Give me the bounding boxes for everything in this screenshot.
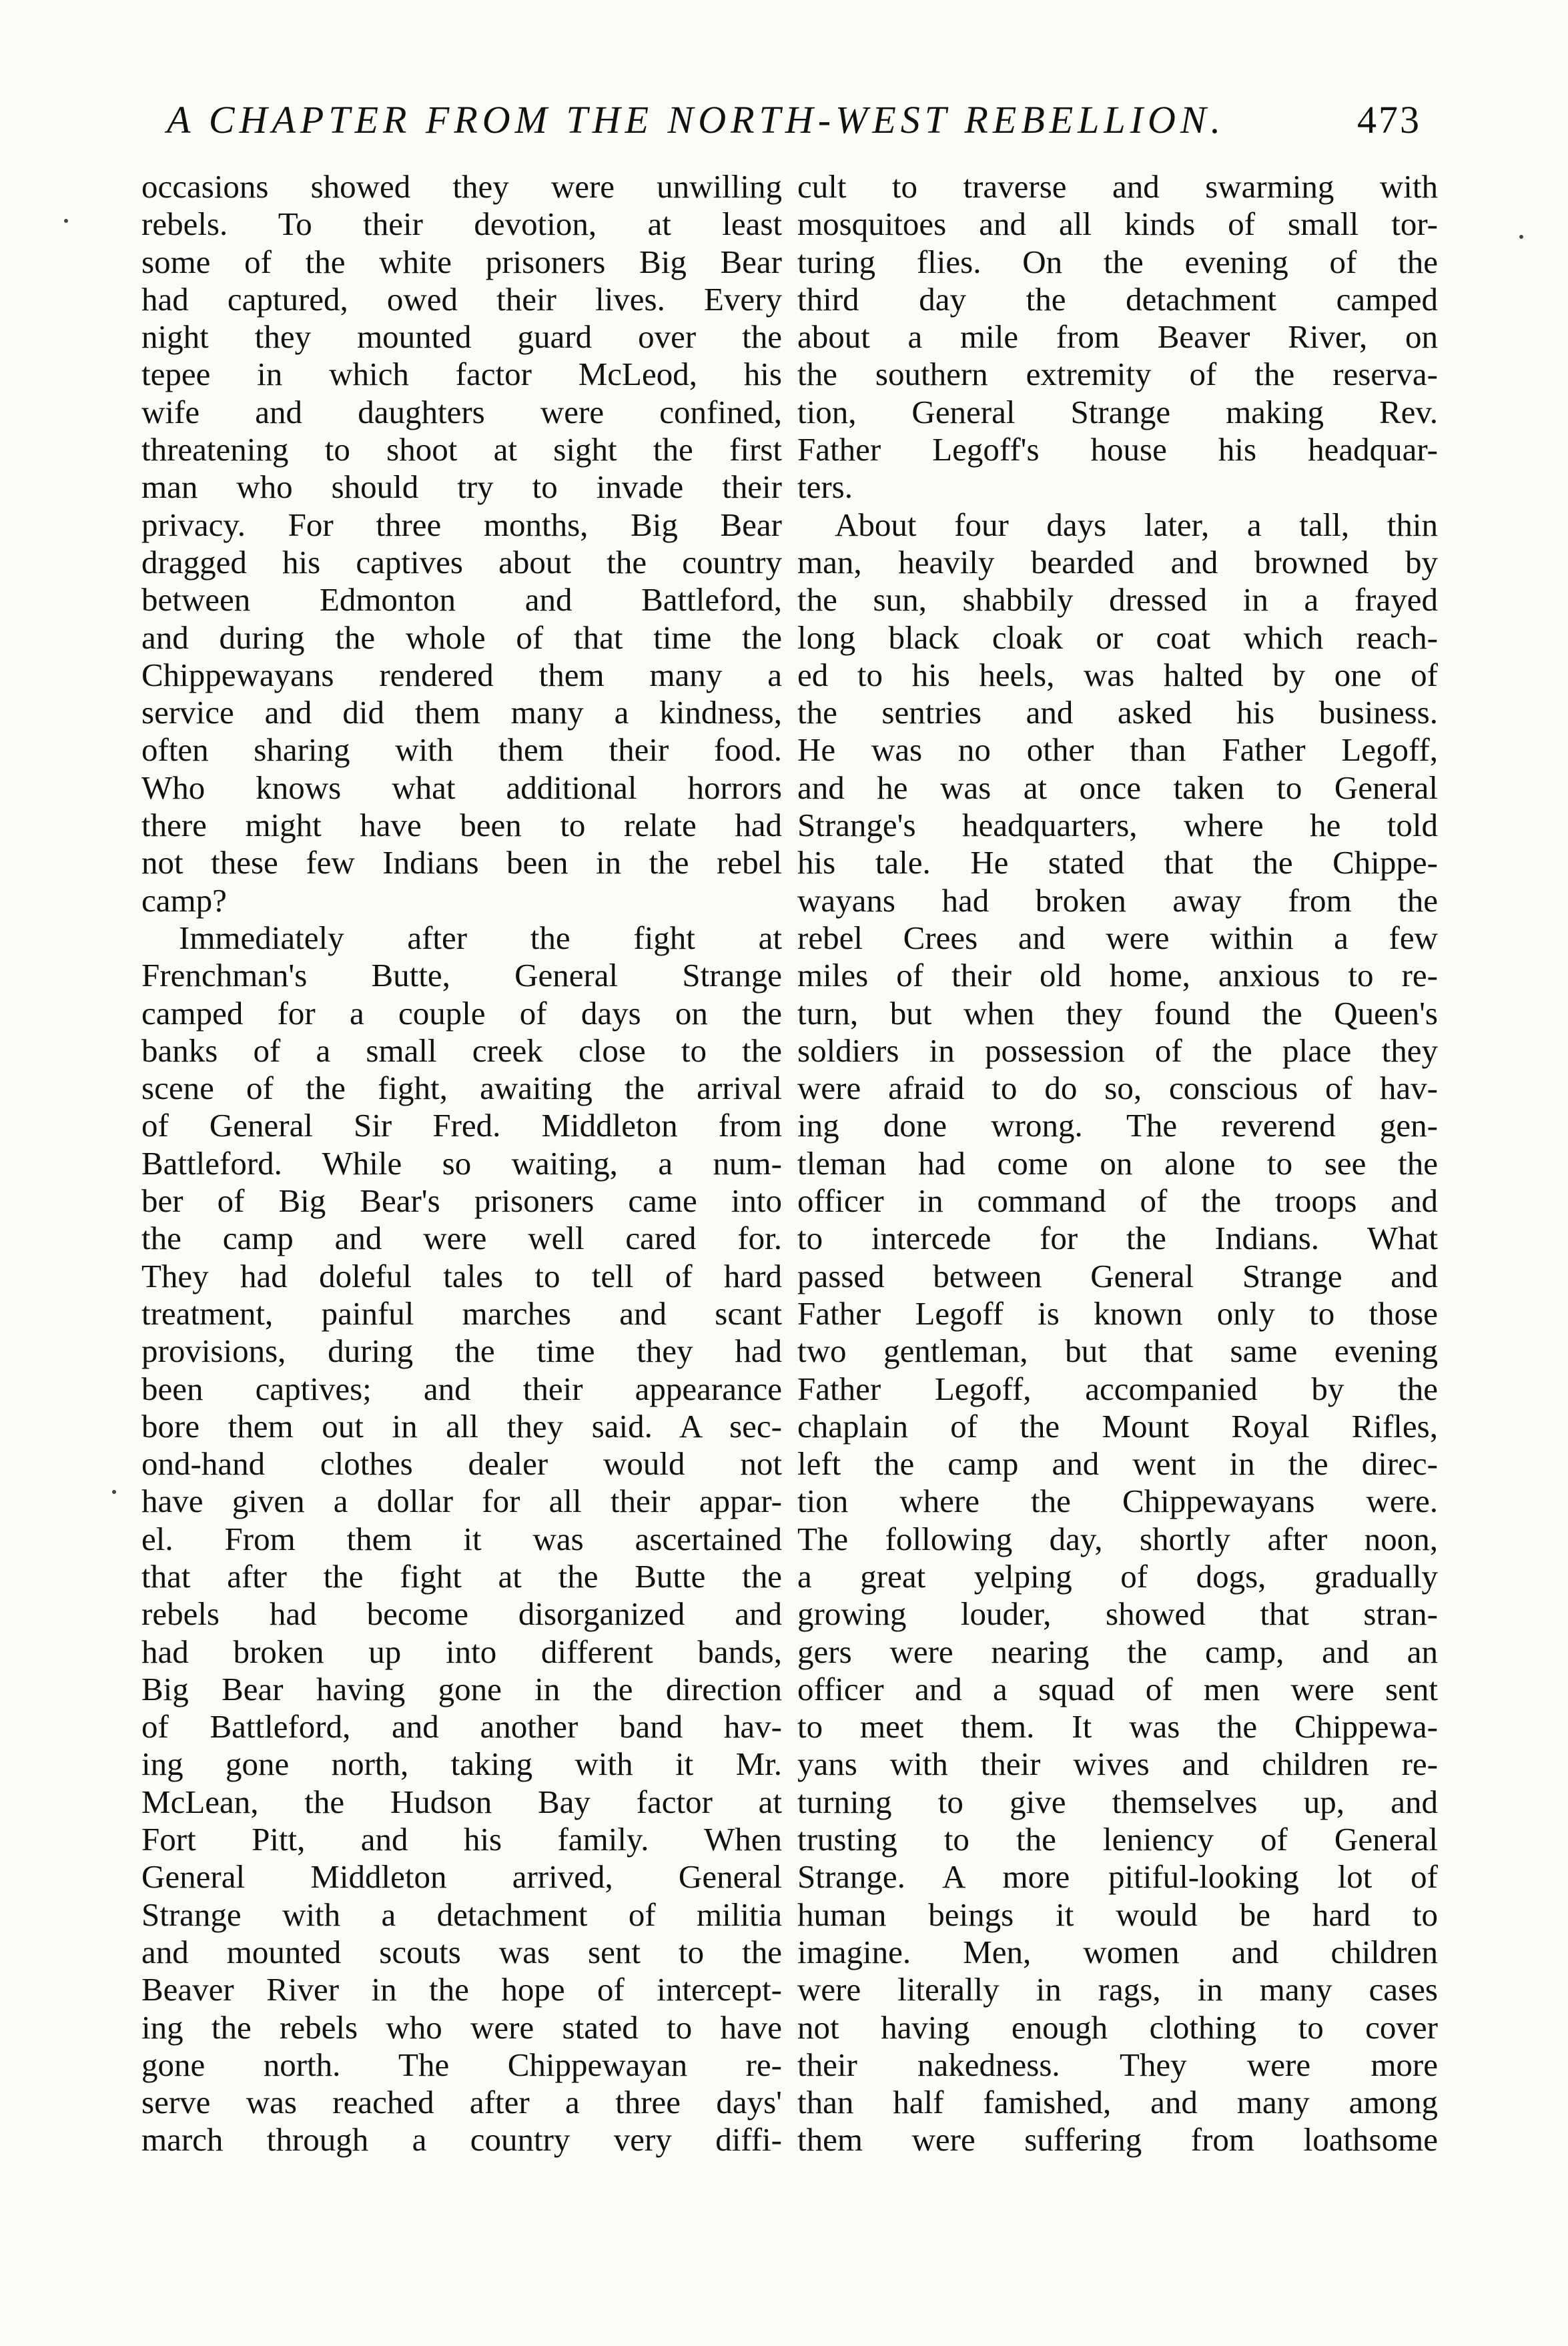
text-line: yans with their wives and children re- [797,1745,1438,1783]
text-line: the sun, shabbily dressed in a frayed [797,581,1438,619]
text-line: the camp and were well cared for. [141,1220,782,1257]
text-line: General Middleton arrived, General [141,1858,782,1896]
text-line: provisions, during the time they had [141,1332,782,1370]
left-column [141,168,782,2159]
text-line: man, heavily bearded and browned by [797,543,1438,580]
text-line: long black cloak or coat which reach- [797,619,1438,656]
text-line: have given a dollar for all their appar- [141,1483,782,1520]
text-line: The following day, shortly after noon, [797,1520,1438,1557]
text-line: not these few Indians been in the rebel [141,844,782,881]
text-line: not having enough clothing to cover [797,2008,1438,2046]
text-line: camp? [141,881,227,919]
text-line: there might have been to relate had [141,807,782,844]
text-line: and he was at once taken to General [797,769,1438,806]
text-line: mosquitoes and all kinds of small tor- [797,206,1438,243]
text-line: had captured, owed their lives. Every [141,280,782,318]
text-line: that after the fight at the Butte the [141,1557,782,1595]
text-line: Who knows what additional horrors [141,769,782,806]
text-line: ond-hand clothes dealer would not [141,1445,782,1483]
text-line: turning to give themselves up, and [797,1783,1438,1820]
text-line: bore them out in all they said. A sec- [141,1407,782,1445]
text-line: serve was reached after a three days' [141,2084,782,2121]
text-line: occasions showed they were unwilling [141,168,782,205]
text-line: miles of their old home, anxious to re- [797,957,1438,994]
text-line: Father Legoff, accompanied by the [797,1370,1438,1407]
text-line: Big Bear having gone in the direction [141,1670,782,1707]
text-line: turn, but when they found the Queen's [797,994,1438,1032]
text-line: to intercede for the Indians. What [797,1220,1438,1257]
text-line: ters. [797,468,853,506]
text-line: threatening to shoot at sight the first [141,431,782,468]
text-line: been captives; and their appearance [141,1370,782,1407]
text-line: tepee in which factor McLeod, his [141,356,782,393]
text-line: third day the detachment camped [797,280,1438,318]
text-line: some of the white prisoners Big Bear [141,243,782,280]
text-line: chaplain of the Mount Royal Rifles, [797,1407,1438,1445]
text-line: tleman had come on alone to see the [797,1144,1438,1182]
text-line: were literally in rags, in many cases [797,1971,1438,2008]
text-line: Immediately after the fight at [179,919,782,956]
text-line: soldiers in possession of the place they [797,1032,1438,1069]
text-line: About four days later, a tall, thin [835,506,1438,543]
page-number: 473 [1357,98,1421,141]
text-line: Fort Pitt, and his family. When [141,1821,782,1858]
text-line: human beings it would be hard to [797,1896,1438,1933]
text-line: passed between General Strange and [797,1257,1438,1294]
text-line: wife and daughters were confined, [141,393,782,430]
text-line: rebels had become disorganized and [141,1595,782,1633]
text-line: Frenchman's Butte, General Strange [141,957,782,994]
text-line: and mounted scouts was sent to the [141,1933,782,1970]
text-line: Strange. A more pitiful-looking lot of [797,1858,1438,1896]
text-line: service and did them many a kindness, [141,694,782,731]
text-line: ed to his heels, was halted by one of [797,656,1438,693]
text-line: about a mile from Beaver River, on [797,318,1438,356]
text-line: Father Legoff is known only to those [797,1294,1438,1332]
text-line: They had doleful tales to tell of hard [141,1257,782,1294]
text-line: growing louder, showed that stran- [797,1595,1438,1633]
text-line: the southern extremity of the reserva- [797,356,1438,393]
text-line: rebels. To their devotion, at least [141,206,782,243]
text-line: ber of Big Bear's prisoners came into [141,1182,782,1220]
text-line: gone north. The Chippewayan re- [141,2046,782,2083]
text-line: and during the whole of that time the [141,619,782,656]
right-column [797,168,1438,2159]
text-line: of General Sir Fred. Middleton from [141,1107,782,1144]
text-line: the sentries and asked his business. [797,694,1438,731]
text-line: Battleford. While so waiting, a num- [141,1144,782,1182]
text-line: camped for a couple of days on the [141,994,782,1032]
text-line: McLean, the Hudson Bay factor at [141,1783,782,1820]
text-line: his tale. He stated that the Chippe- [797,844,1438,881]
text-line: Beaver River in the hope of intercept- [141,1971,782,2008]
margin-speck [1519,235,1523,239]
text-line: dragged his captives about the country [141,543,782,580]
text-line: gers were nearing the camp, and an [797,1633,1438,1670]
text-line: a great yelping of dogs, gradually [797,1557,1438,1595]
text-line: Chippewayans rendered them many a [141,656,782,693]
text-line: el. From them it was ascertained [141,1520,782,1557]
text-line: left the camp and went in the direc- [797,1445,1438,1483]
text-line: of Battleford, and another band hav- [141,1708,782,1745]
text-line: officer and a squad of men were sent [797,1670,1438,1707]
text-line: man who should try to invade their [141,468,782,506]
text-line: had broken up into different bands, [141,1633,782,1670]
text-line: cult to traverse and swarming with [797,168,1438,205]
text-line: officer in command of the troops and [797,1182,1438,1220]
text-line: imagine. Men, women and children [797,1933,1438,1970]
text-line: turing flies. On the evening of the [797,243,1438,280]
text-line: than half famished, and many among [797,2084,1438,2121]
text-line: night they mounted guard over the [141,318,782,356]
running-title: A CHAPTER FROM THE NORTH-WEST REBELLION. [167,98,1226,141]
text-line: ing gone north, taking with it Mr. [141,1745,782,1783]
text-line: Strange's headquarters, where he told [797,807,1438,844]
margin-speck [112,1490,116,1494]
text-line: wayans had broken away from the [797,881,1438,919]
text-line: ing the rebels who were stated to have [141,2008,782,2046]
text-line: treatment, painful marches and scant [141,1294,782,1332]
text-line: Father Legoff's house his headquar- [797,431,1438,468]
text-line: tion where the Chippewayans were. [797,1483,1438,1520]
text-line: privacy. For three months, Big Bear [141,506,782,543]
text-line: to meet them. It was the Chippewa- [797,1708,1438,1745]
text-line: Strange with a detachment of militia [141,1896,782,1933]
text-line: trusting to the leniency of General [797,1821,1438,1858]
text-line: often sharing with them their food. [141,731,782,769]
text-line: tion, General Strange making Rev. [797,393,1438,430]
text-line: ing done wrong. The reverend gen- [797,1107,1438,1144]
text-line: scene of the fight, awaiting the arrival [141,1070,782,1107]
margin-speck [64,219,68,223]
text-line: He was no other than Father Legoff, [797,731,1438,769]
text-line: banks of a small creek close to the [141,1032,782,1069]
text-line: them were suffering from loathsome [797,2121,1438,2159]
text-line: two gentleman, but that same evening [797,1332,1438,1370]
running-head [167,93,1421,147]
text-line: their nakedness. They were more [797,2046,1438,2083]
text-line: between Edmonton and Battleford, [141,581,782,619]
text-line: march through a country very diffi- [141,2121,782,2159]
text-line: were afraid to do so, conscious of hav- [797,1070,1438,1107]
text-line: rebel Crees and were within a few [797,919,1438,956]
